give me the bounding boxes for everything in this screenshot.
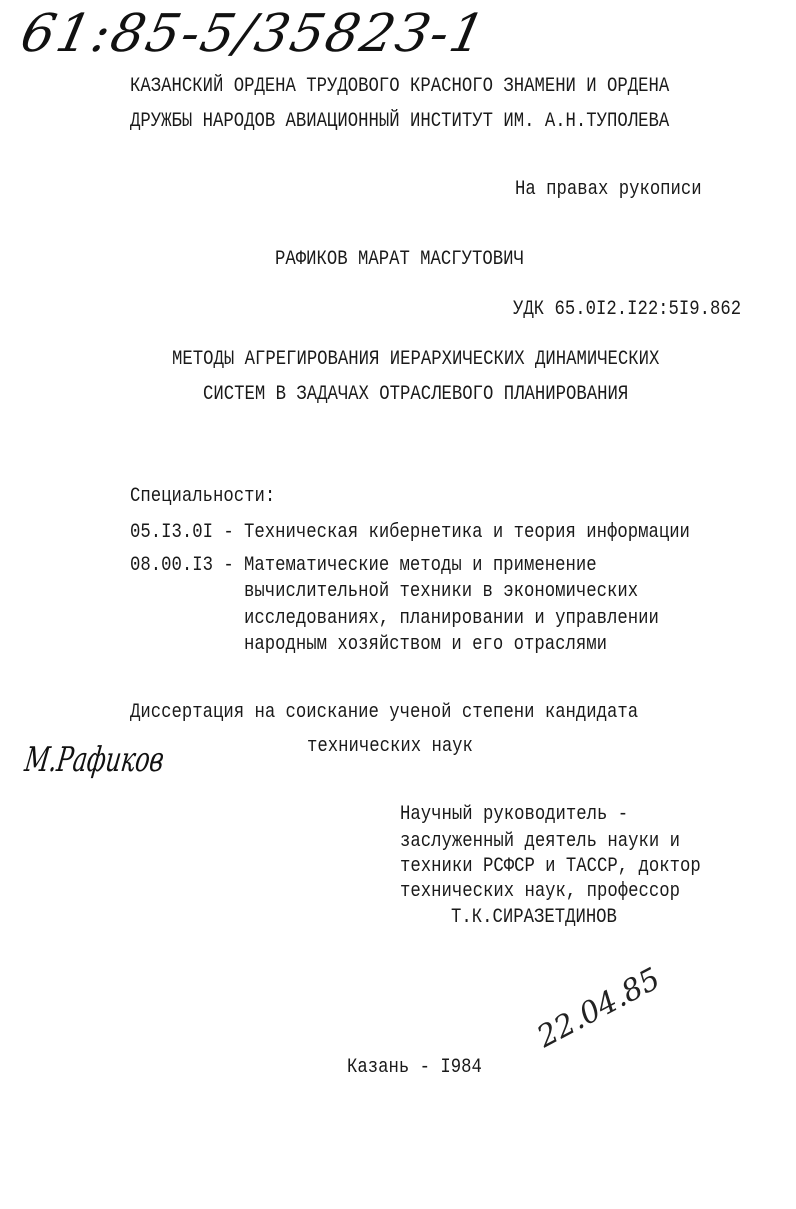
supervisor-name: Т.К.СИРАЗЕТДИНОВ xyxy=(451,907,617,929)
title-line-2: СИСТЕМ В ЗАДАЧАХ ОТРАСЛЕВОГО ПЛАНИРОВАНИЯ xyxy=(203,384,629,406)
supervisor-line-4: технических наук, профессор xyxy=(400,881,681,903)
specialty-name-2-line-2: вычислительной техники в экономических xyxy=(244,581,639,603)
udc-code: УДК 65.0I2.I22:5I9.862 xyxy=(513,299,742,321)
supervisor-line-2: заслуженный деятель науки и xyxy=(400,831,681,853)
specialty-name-2-line-3: исследованиях, планировании и управлении xyxy=(244,608,659,630)
institution-line-1: КАЗАНСКИЙ ОРДЕНА ТРУДОВОГО КРАСНОГО ЗНАМЕНИ И ОРДЕНА xyxy=(130,76,670,98)
degree-line-1: Диссертация на соискание ученой степени кандидата xyxy=(130,702,639,724)
supervisor-line-1: Научный руководитель - xyxy=(400,804,629,826)
title-line-1: МЕТОДЫ АГРЕГИРОВАНИЯ ИЕРАРХИЧЕСКИХ ДИНАМИЧЕСКИХ xyxy=(172,349,660,371)
specialty-name-1: Техническая кибернетика и теория информации xyxy=(244,522,690,544)
manuscript-note: На правах рукописи xyxy=(515,179,702,201)
degree-line-2: технических наук xyxy=(307,736,473,758)
specialties-heading: Специальности: xyxy=(130,486,276,508)
handwritten-catalog-number: 61:85-5/3582З-1 xyxy=(15,4,492,64)
institution-line-2: ДРУЖБЫ НАРОДОВ АВИАЦИОННЫЙ ИНСТИТУТ ИМ. А.Н.ТУПОЛЕВА xyxy=(130,111,670,133)
specialty-code-2: 08.00.I3 - xyxy=(130,555,234,577)
handwritten-date-stamp: 22.04.85 xyxy=(531,961,666,1055)
supervisor-line-3: техники РСФСР и ТАССР, доктор xyxy=(400,856,701,878)
specialty-name-2-line-1: Математические методы и применение xyxy=(244,555,597,577)
author-signature: М.Рафиков xyxy=(22,740,167,780)
specialty-code-1: 05.I3.0I - xyxy=(130,522,234,544)
author-name: РАФИКОВ МАРАТ МАСГУТОВИЧ xyxy=(275,249,524,271)
specialty-name-2-line-4: народным хозяйством и его отраслями xyxy=(244,634,607,656)
place-year: Казань - I984 xyxy=(347,1057,482,1079)
